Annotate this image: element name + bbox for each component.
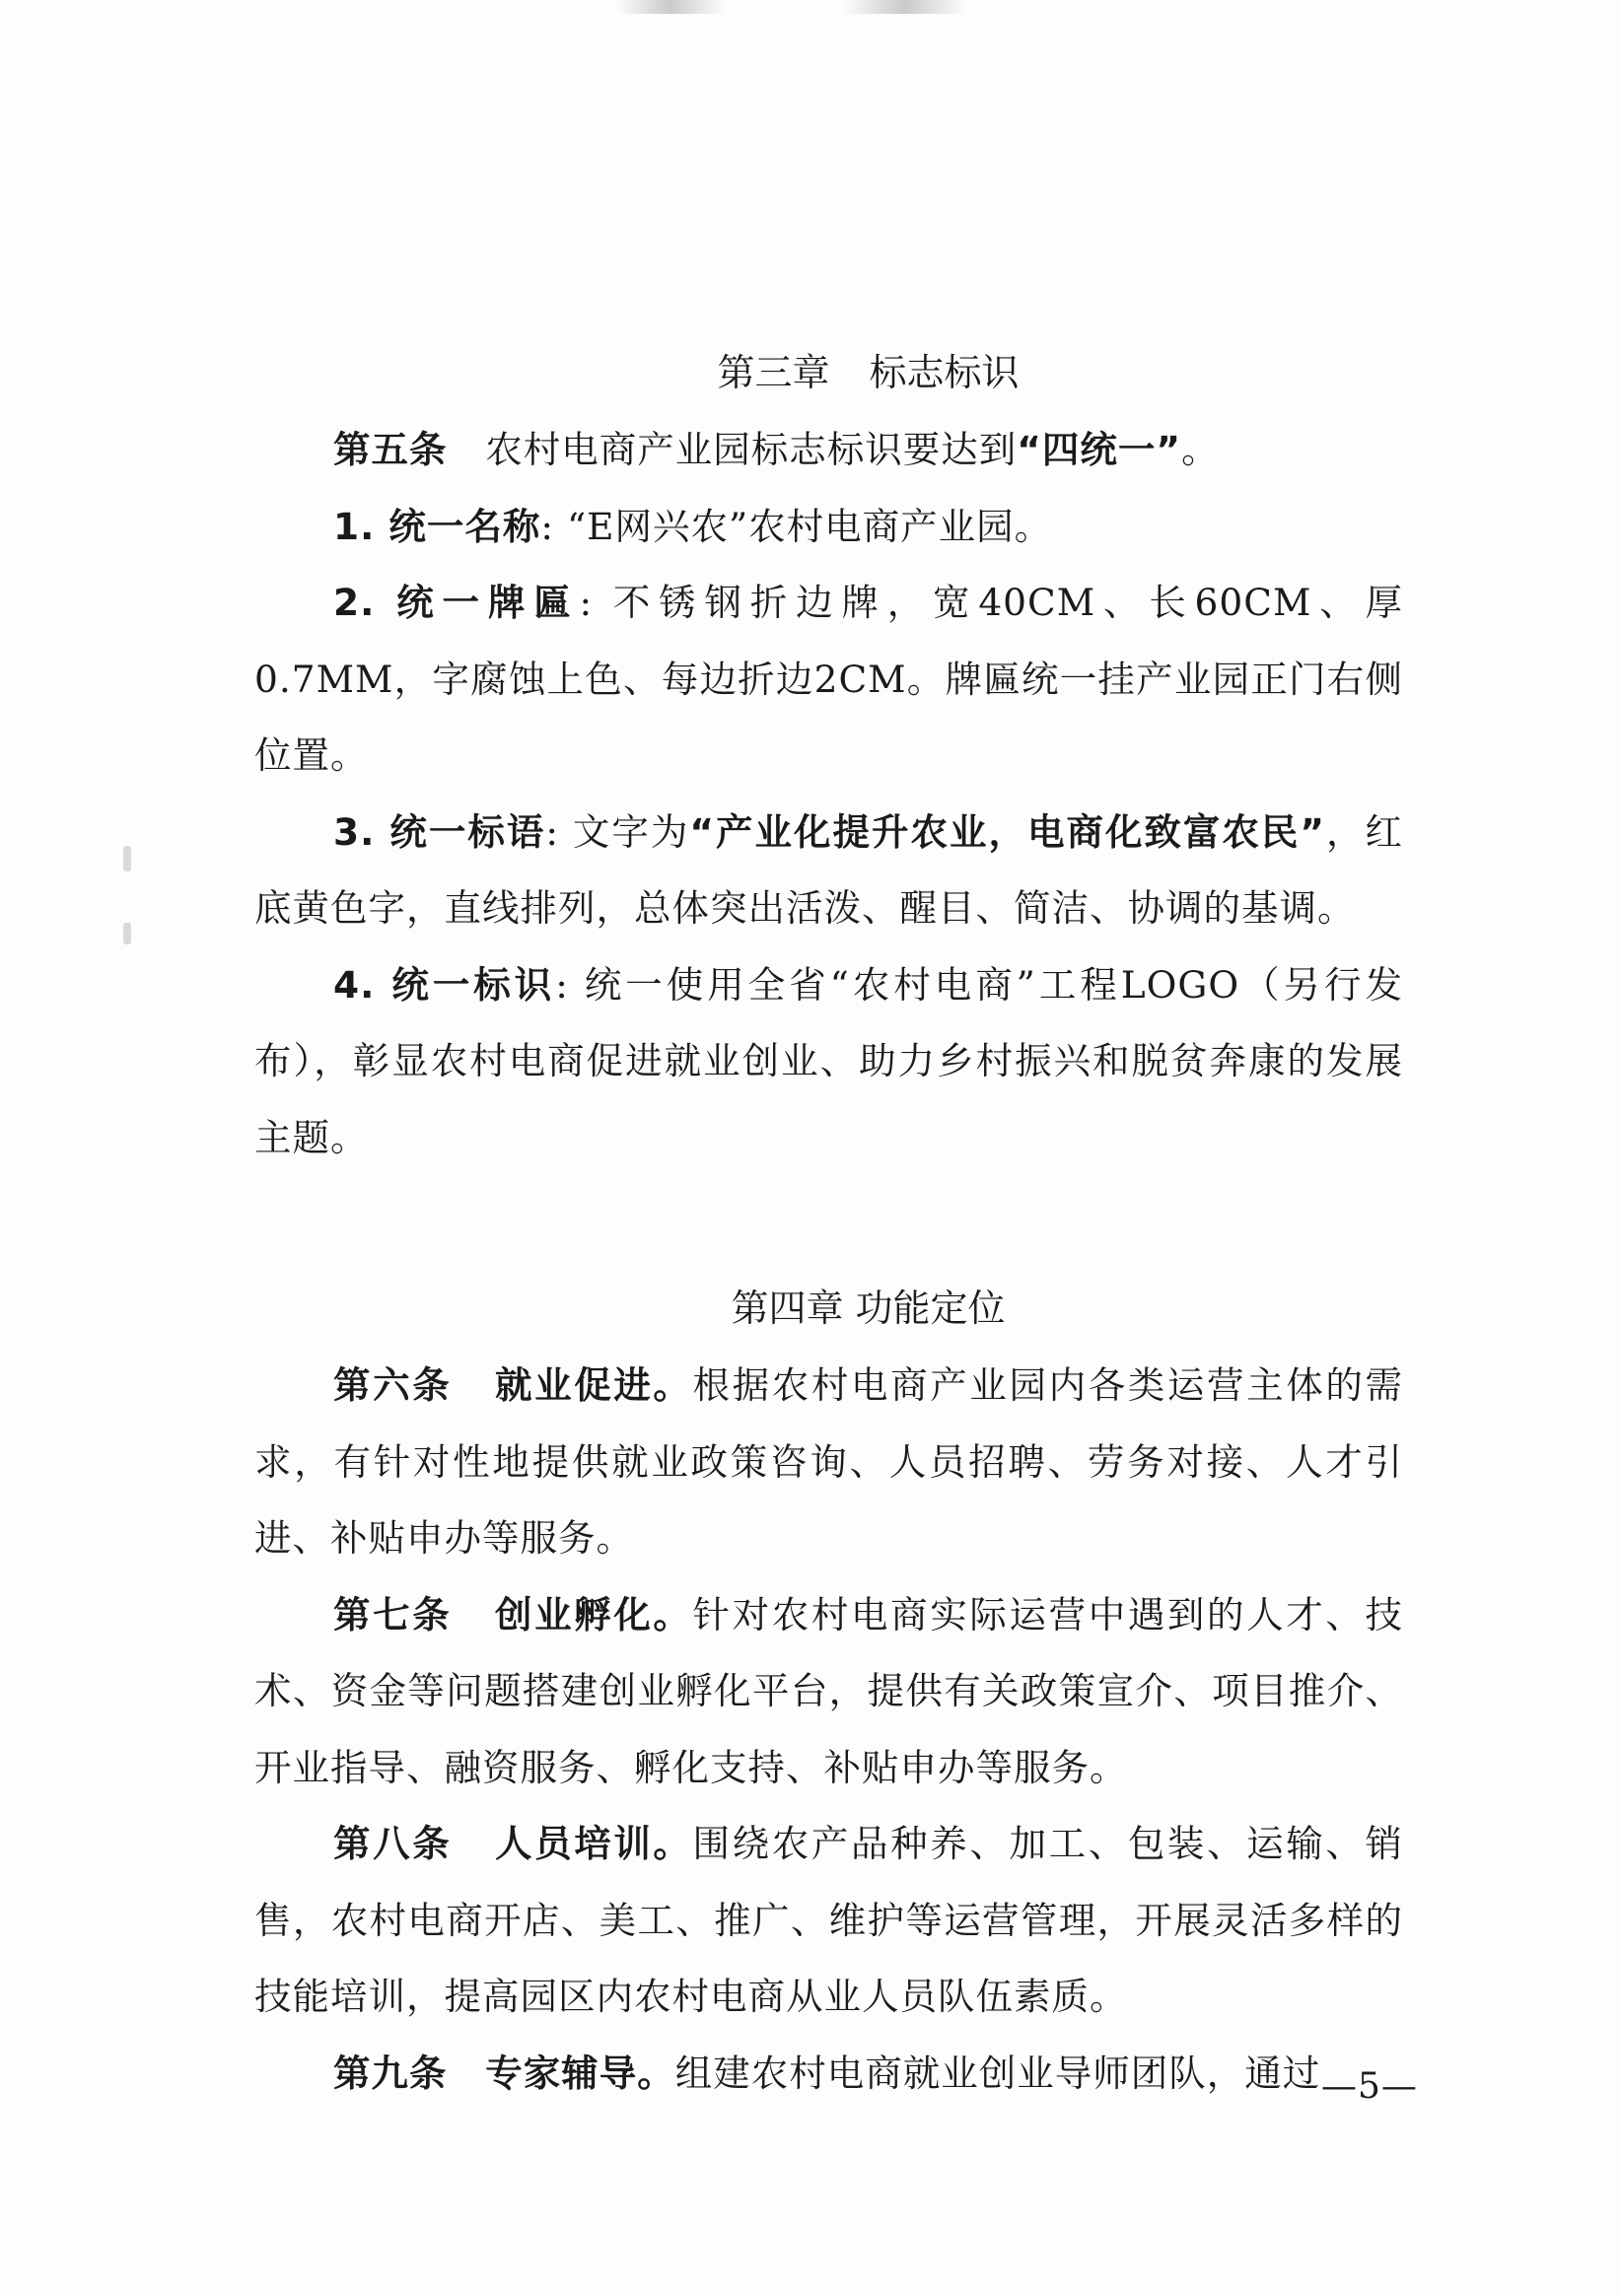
item-2: 2. 统一牌匾: 不锈钢折边牌，宽40CM、长60CM、厚0.7MM，字腐蚀上色、每边折边2CM。牌匾统一挂产业园正门右侧位置。 (254, 581, 1403, 777)
item-label: 4. 统一标识 (333, 962, 556, 1007)
article-6: 第六条 就业促进。根据农村电商产业园内各类运营主体的需求，有针对性地提供就业政策咨询、人员招聘、劳务对接、人才引进、补贴申办等服务。 (254, 1363, 1404, 1560)
item-label: 2. 统一牌匾 (333, 581, 580, 624)
article-heading: 创业孵化。 (494, 1592, 693, 1636)
article-heading: 专家辅导。 (485, 2051, 675, 2095)
article-9: 第九条 专家辅导。组建农村电商就业创业导师团队，通过 (333, 2051, 1321, 2095)
article-label: 第七条 (333, 1592, 453, 1636)
item-3: 3. 统一标语: 文字为“产业化提升农业，电商化致富农民”，红底黄色字，直线排列，总体突出活泼、醒目、简洁、协调的基调。 (254, 809, 1404, 930)
article-8: 第八条 人员培训。围绕农产品种养、加工、包装、运输、销售，农村电商开店、美工、推广、维护等运营管理，开展灵活多样的技能培训，提高园区内农村电商从业人员队伍素质。 (254, 1822, 1404, 2018)
item-1: 1. 统一名称: “E网兴农”农村电商产业园。 (333, 504, 1053, 548)
article-label: 第六条 (333, 1363, 453, 1407)
item-label: 3. 统一标语 (333, 809, 546, 854)
chapter-3-title: 第三章 标志标识 (717, 351, 1020, 394)
scan-artifact (123, 923, 131, 944)
article-label: 第八条 (333, 1822, 453, 1865)
scan-artifact (616, 0, 725, 14)
article-label: 第九条 (333, 2051, 448, 2095)
article-label: 第五条 (333, 428, 448, 471)
page-number: —5— (1321, 2066, 1418, 2107)
document-body (254, 347, 1403, 2112)
article-heading: 就业促进。 (494, 1363, 693, 1407)
scan-artifact (843, 0, 966, 14)
item-4: 4. 统一标识: 统一使用全省“农村电商”工程LOGO（另行发布），彰显农村电商促进就业创业、助力乡村振兴和脱贫奔康的发展主题。 (254, 962, 1404, 1159)
item-label: 1. 统一名称 (333, 504, 541, 548)
chapter-4-title: 第四章 功能定位 (731, 1287, 1006, 1330)
article-5: 第五条 农村电商产业园标志标识要达到“四统一”。 (333, 428, 1220, 471)
article-7: 第七条 创业孵化。针对农村电商实际运营中遇到的人才、技术、资金等问题搭建创业孵化平台，提供有关政策宣介、项目推介、开业指导、融资服务、孵化支持、补贴申办等服务。 (254, 1592, 1404, 1789)
article-heading: 人员培训。 (494, 1822, 693, 1865)
scan-artifact (123, 846, 131, 871)
